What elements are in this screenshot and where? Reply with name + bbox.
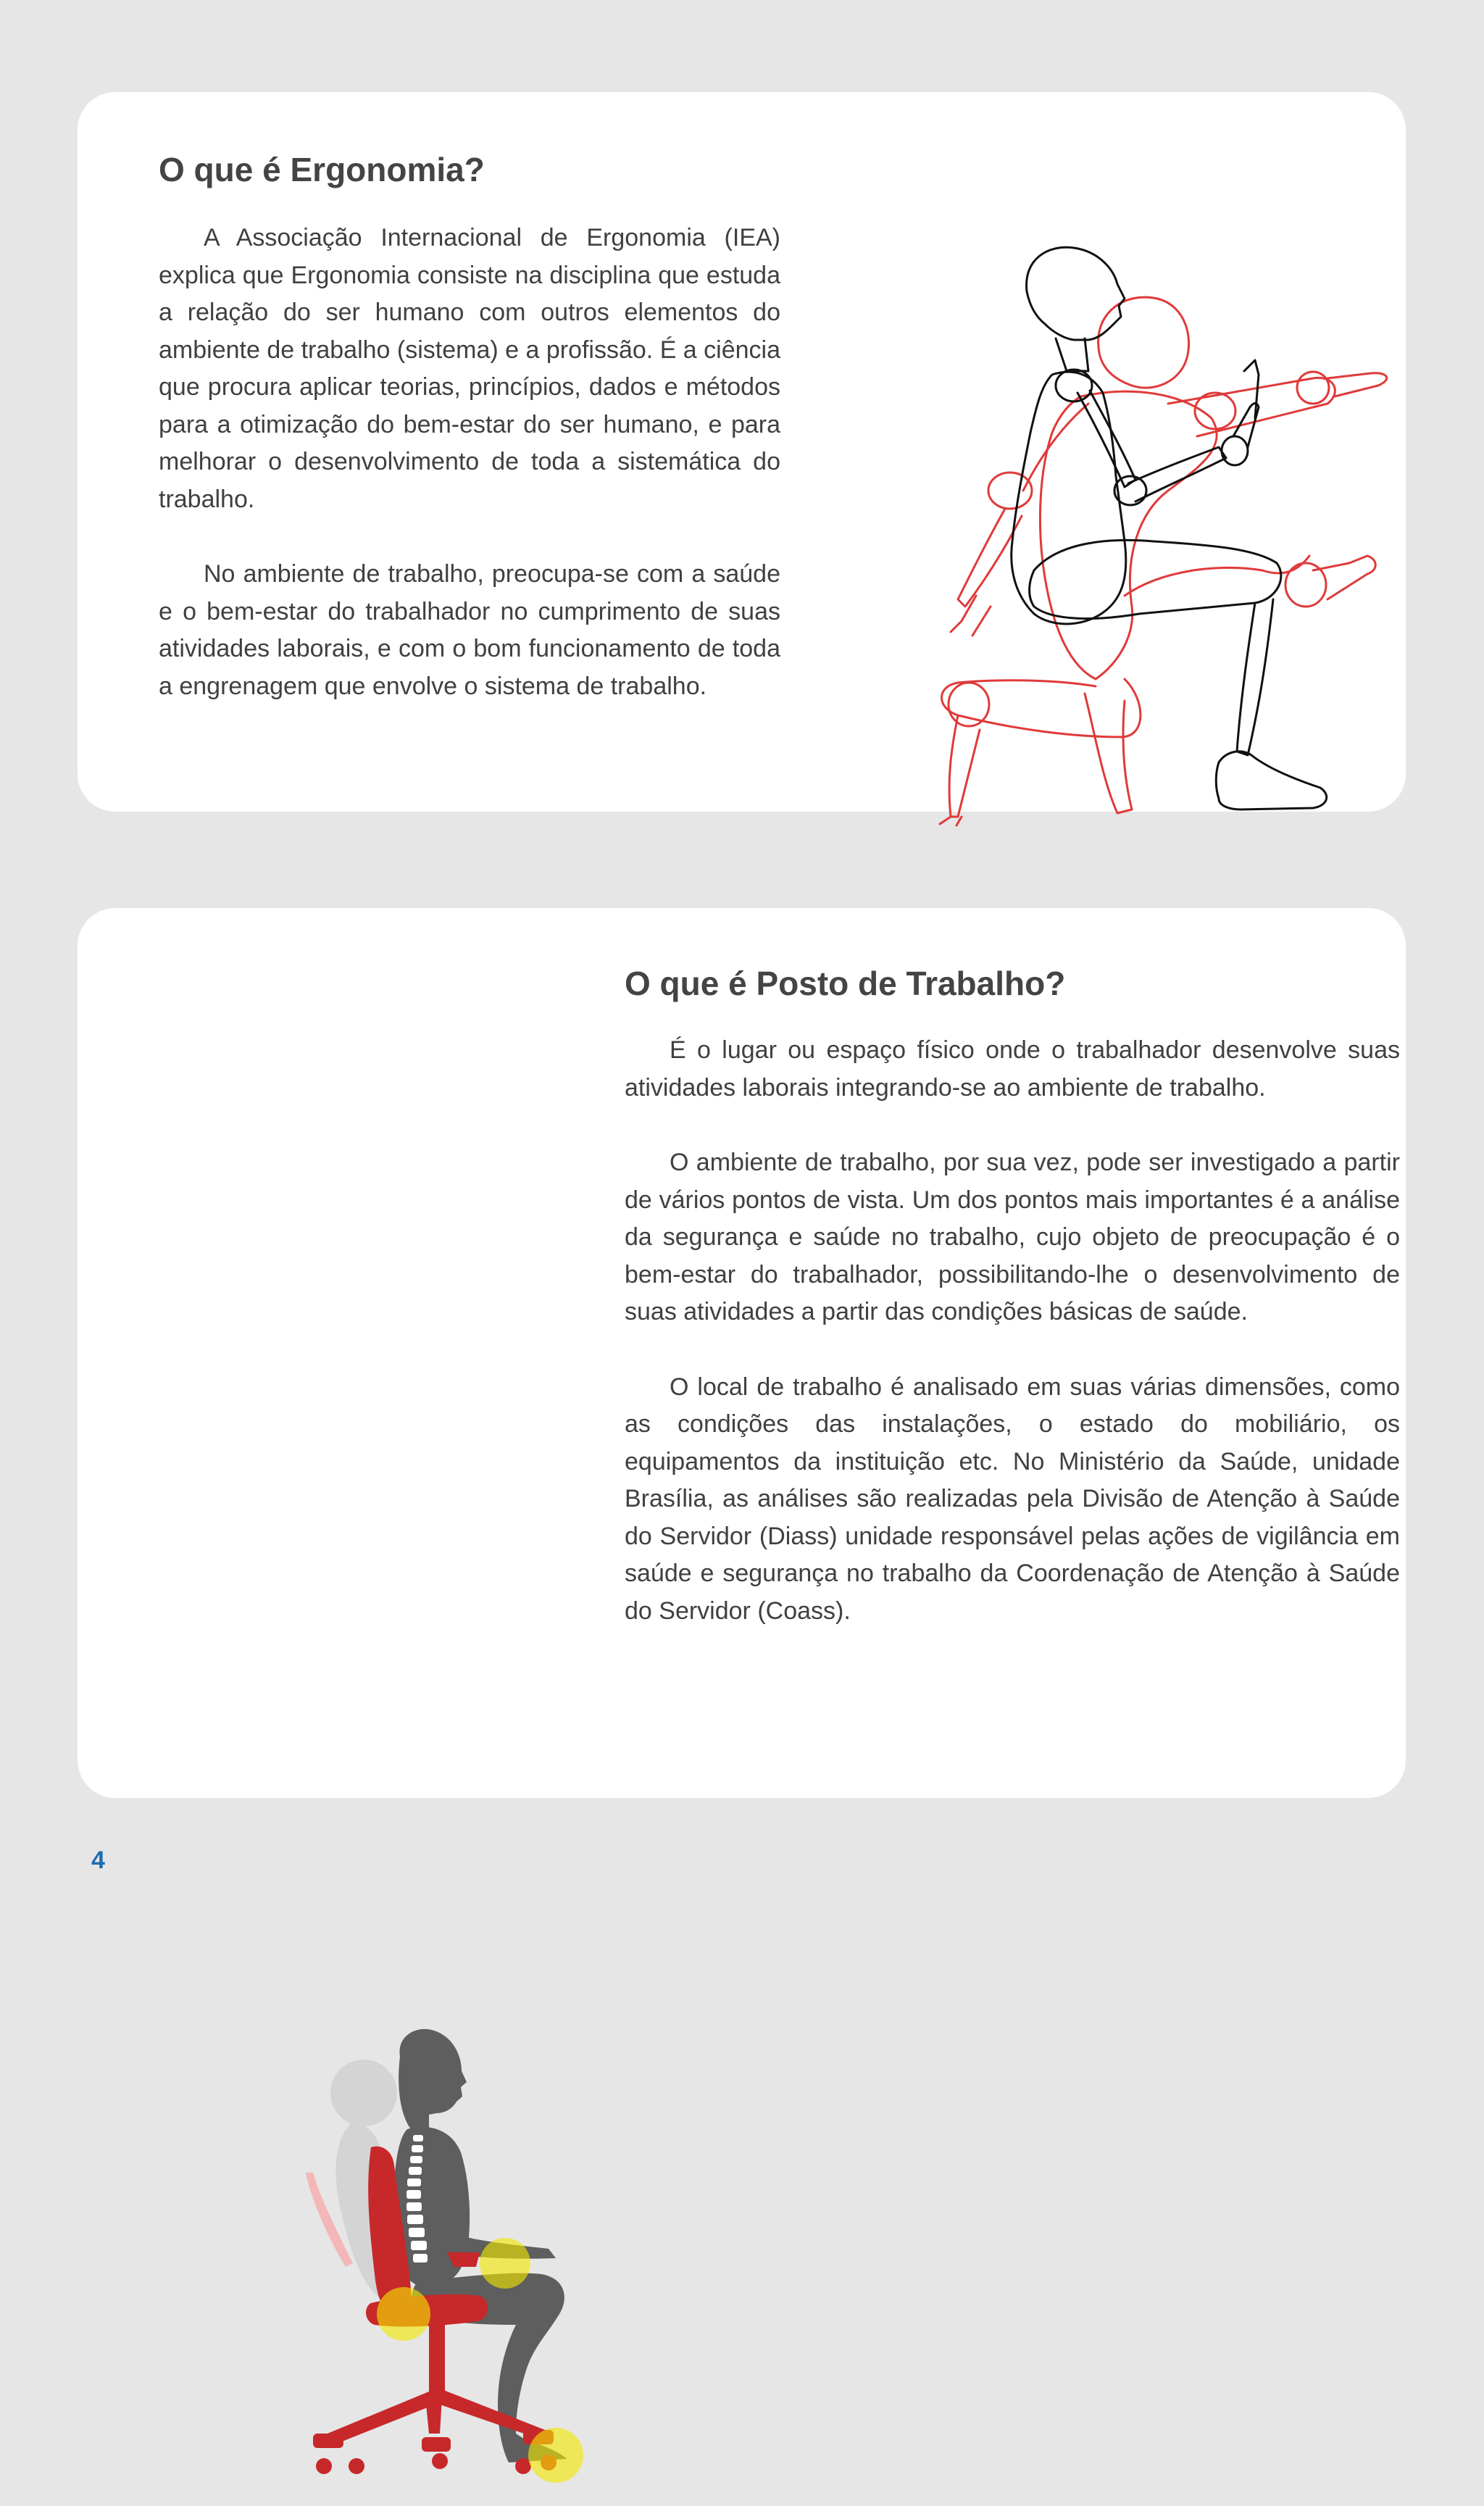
posto-paragraph-3: O local de trabalho é analisado em suas várias dimensões, como as condições das instalações, o estado do mobiliário, os equipamentos da instituição etc. No Ministério da Saúde, unidade Brasília, as análises são realizadas pela Divisão de Atenção à Saúde do Servidor (Diass) unidade responsável pelas ações de vigilância em saúde e segurança no trabalho da Coordenação de Atenção à Saúde do Servidor (Coass). — [625, 1373, 1400, 1625]
posto-paragraph-2: O ambiente de trabalho, por sua vez, pode ser investigado a partir de vários pontos de vista. Um dos pontos mais importantes é a análise da segurança e saúde no trabalho, cujo objeto de preocupação é o bem-estar do trabalhador, possibilitando-lhe o desenvolvimento de suas atividades a partir das condições básicas de saúde. — [625, 1149, 1400, 1325]
posto-de-trabalho-card — [78, 908, 1406, 1798]
human-figure-outline-icon — [907, 230, 1422, 867]
ergonomia-card — [78, 92, 1406, 812]
page-number: 4 — [91, 1847, 105, 1874]
section-title-posto-de-trabalho: O que é Posto de Trabalho? — [625, 965, 1066, 1002]
ergonomia-paragraph-2: No ambiente de trabalho, preocupa-se com a saúde e o bem-estar do trabalhador no cumprimento de suas atividades laborais, e com o bom funcionamento de toda a engrenagem que envolve o sistema de trabalho. — [159, 560, 780, 700]
posto-paragraph-1: É o lugar ou espaço físico onde o trabalhador desenvolve suas atividades laborais integrando-se ao ambiente de trabalho. — [625, 1036, 1400, 1102]
section-title-ergonomia: O que é Ergonomia? — [159, 151, 485, 188]
seated-posture-chair-icon — [284, 2028, 661, 2506]
ergonomia-paragraph-1: A Associação Internacional de Ergonomia (IEA) explica que Ergonomia consiste na disciplina que estuda a relação do ser humano com outros elementos do ambiente de trabalho (sistema) e a profissão. É a ciência que procura aplicar teorias, princípios, dados e métodos para a otimização do bem-estar do ser humano, e para melhorar o desenvolvimento de toda a sistemática do trabalho. — [159, 224, 781, 513]
posto-de-trabalho-text — [625, 1032, 1400, 1630]
ergonomia-text — [159, 220, 780, 705]
